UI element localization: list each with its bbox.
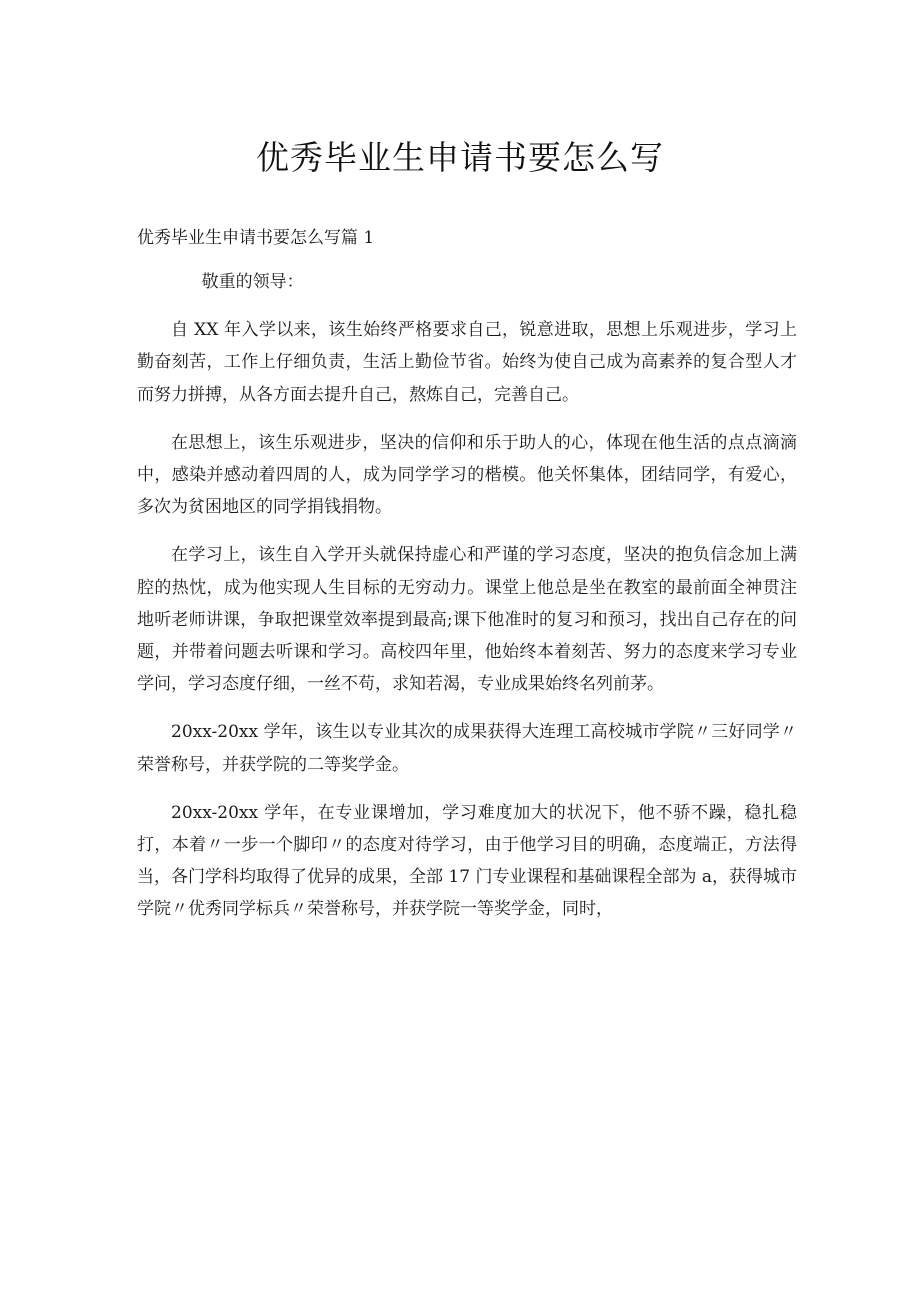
section-heading: 优秀毕业生申请书要怎么写篇 1 [137, 228, 375, 248]
paragraph-1: 自 XX 年入学以来，该生始终严格要求自己，锐意进取，思想上乐观进步，学习上勤奋刻苦，工作上仔细负责，生活上勤俭节省。始终为使自己成为高素养的复合型人才而努力拼搏，从各方面去提升自己，熬炼自己，完善自己。 [137, 320, 797, 405]
document-body [137, 266, 797, 942]
paragraph-3: 在学习上，该生自入学开头就保持虚心和严谨的学习态度，坚决的抱负信念加上满腔的热忱，成为他实现人生目标的无穷动力。课堂上他总是坐在教室的最前面全神贯注地听老师讲课，争取把课堂效率提到最高;课下他准时的复习和预习，找出自己存在的问题，并带着问题去听课和学习。高校四年里，他始终本着刻苦、努力的态度来学习专业学问，学习态度仔细，一丝不苟，求知若渴，专业成果始终名列前茅。 [137, 545, 797, 695]
salutation: 敬重的领导： [201, 272, 304, 292]
paragraph-2: 在思想上，该生乐观进步，坚决的信仰和乐于助人的心，体现在他生活的点点滴滴中，感染并感动着四周的人，成为同学学习的楷模。他关怀集体，团结同学，有爱心，多次为贫困地区的同学捐钱捐物。 [137, 432, 797, 518]
paragraph-5: 20xx-20xx 学年，在专业课增加，学习难度加大的状况下，他不骄不躁，稳扎稳打，本着〃一步一个脚印〃的态度对待学习，由于他学习目的明确，态度端正，方法得当，各门学科均取得了优异的成果，全部 17 门专业课程和基础课程全部为 a，获得城市学院〃优秀同学标兵〃荣誉称号，并获学院一等奖学金，同时， [137, 802, 797, 920]
paragraph-4: 20xx-20xx 学年，该生以专业其次的成果获得大连理工高校城市学院〃三好同学〃荣誉称号，并获学院的二等奖学金。 [137, 722, 797, 775]
document-title: 优秀毕业生申请书要怎么写 [256, 138, 664, 177]
